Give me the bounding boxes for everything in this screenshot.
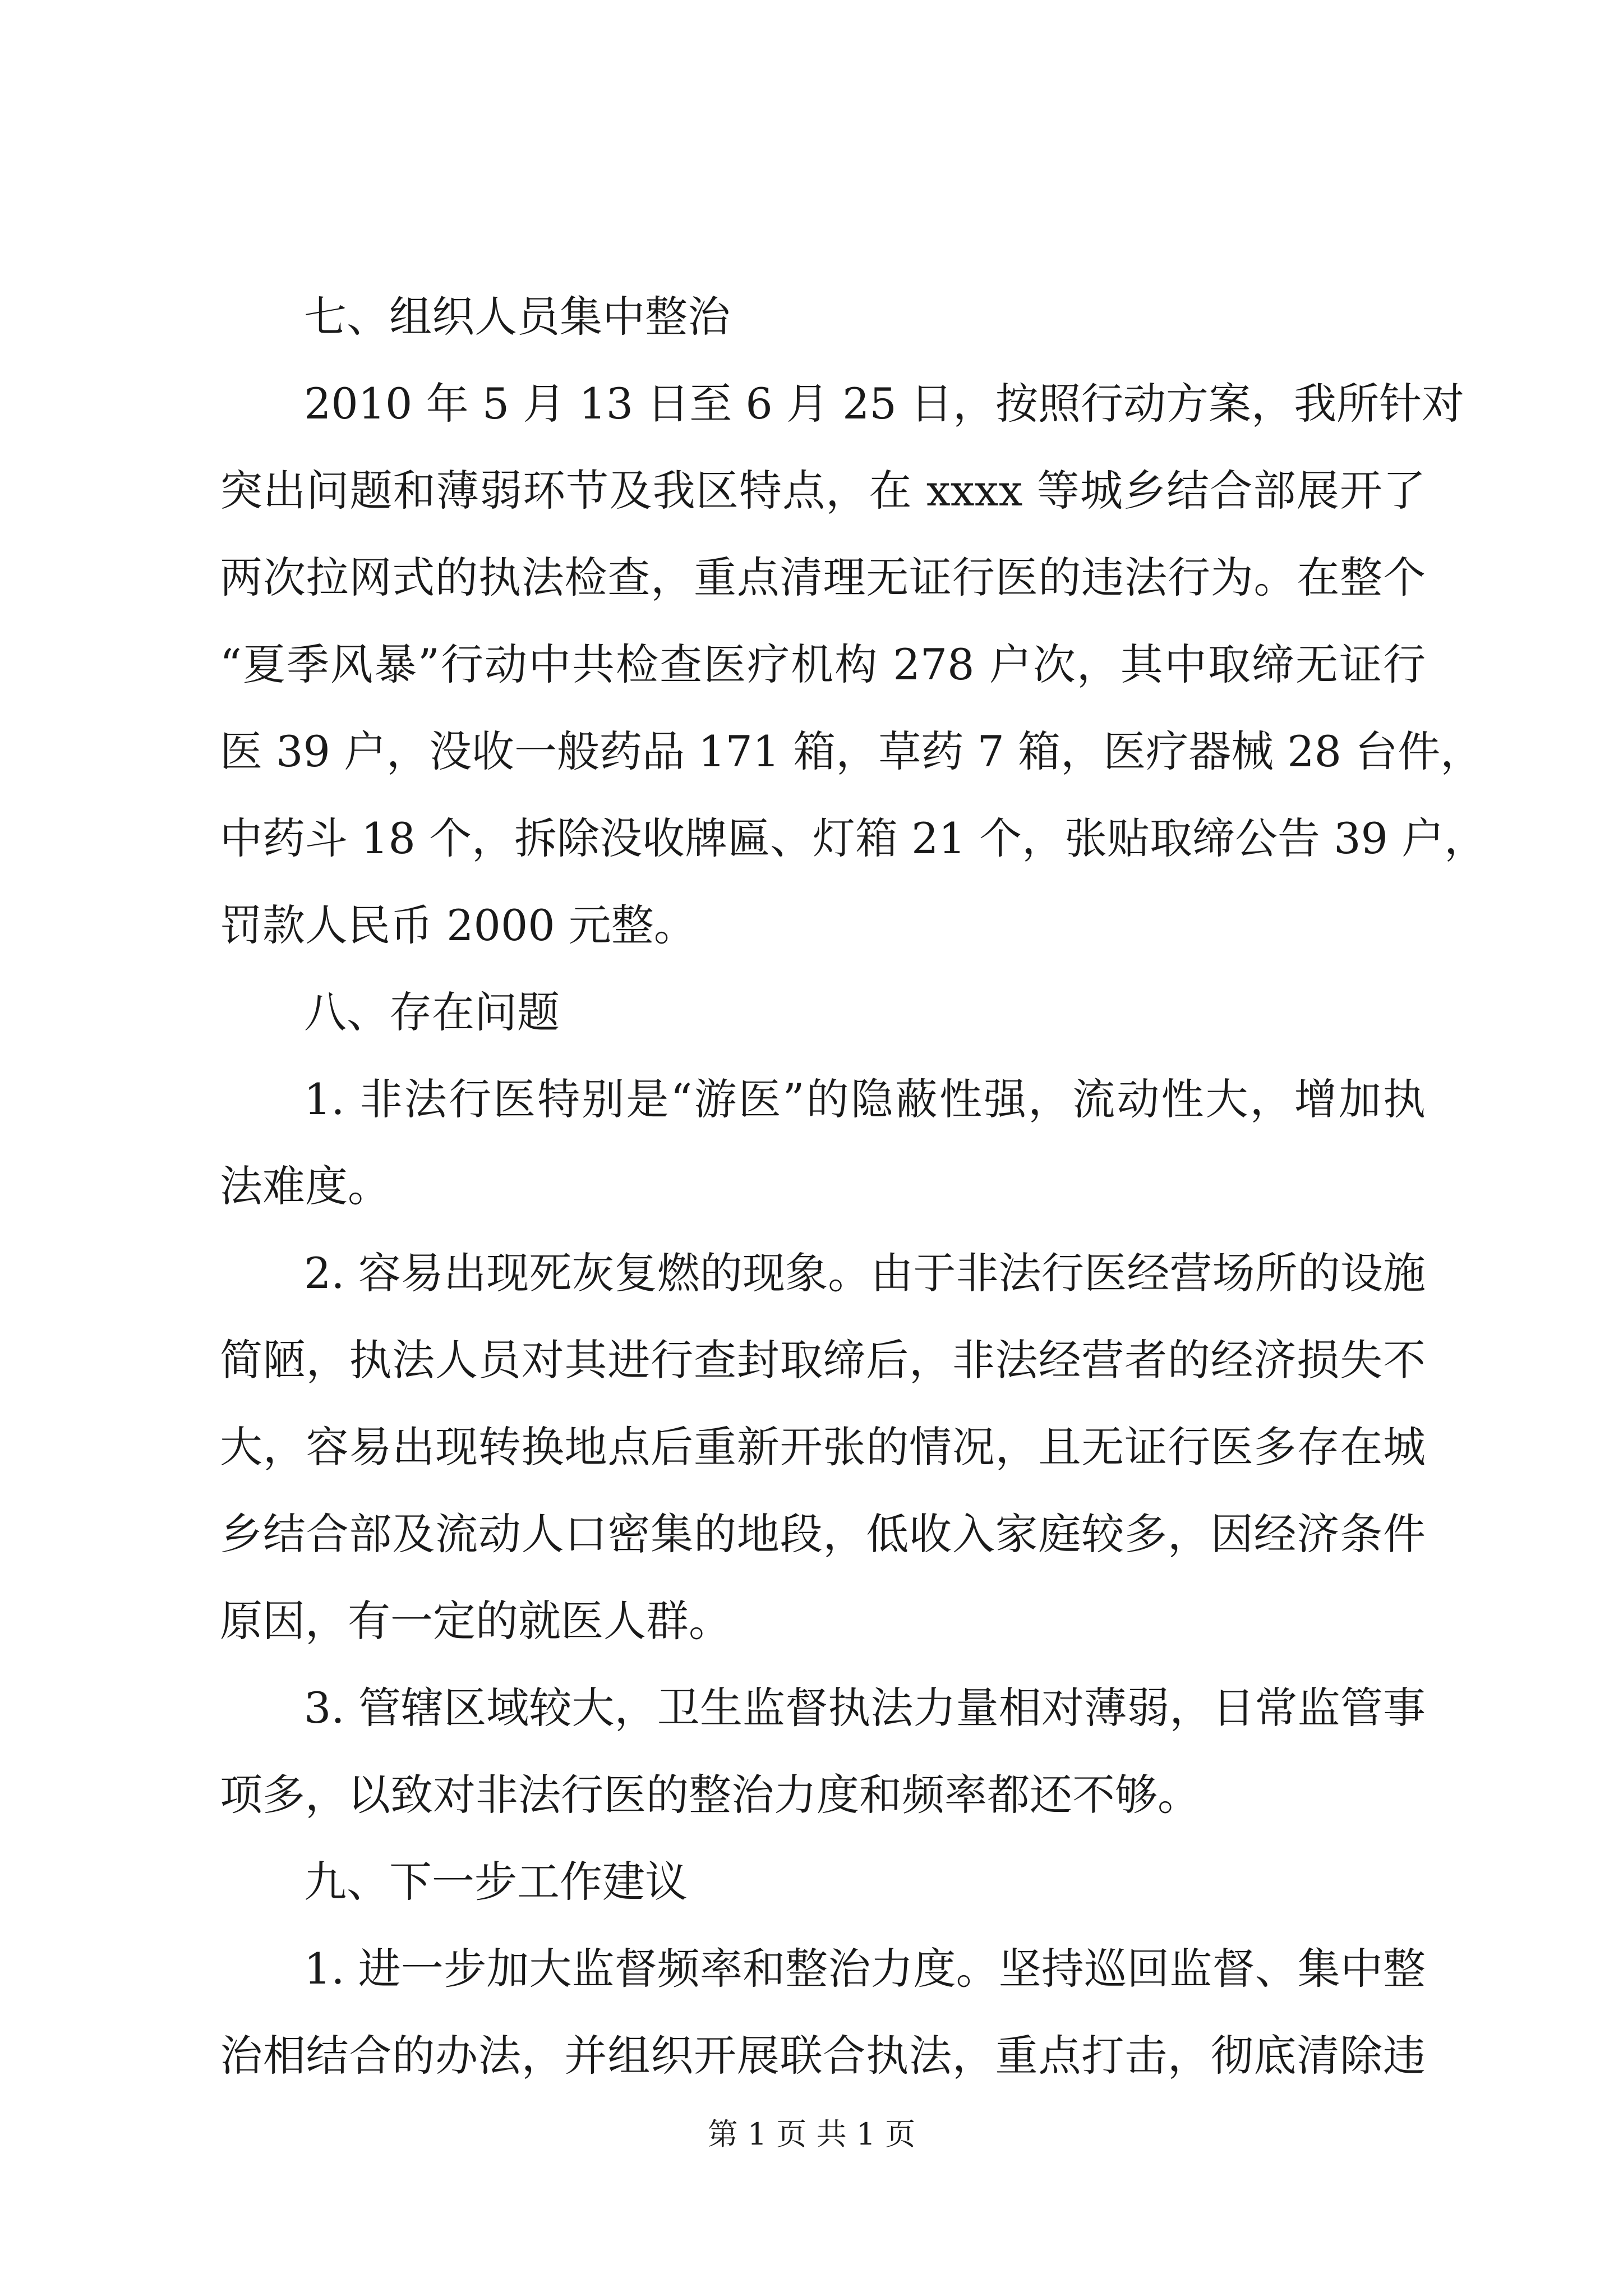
body-line: 简陋，执法人员对其进行查封取缔后，非法经营者的经济损失不 bbox=[220, 1335, 1426, 1385]
body-line: 两次拉网式的执法检查，重点清理无证行医的违法行为。在整个 bbox=[220, 553, 1426, 602]
body-line: 1. 进一步加大监督频率和整治力度。坚持巡回监督、集中整 bbox=[304, 1944, 1426, 1994]
body-line: 大，容易出现转换地点后重新开张的情况，且无证行医多存在城 bbox=[220, 1422, 1426, 1472]
body-line: 2. 容易出现死灰复燃的现象。由于非法行医经营场所的设施 bbox=[304, 1248, 1426, 1298]
heading-section-7: 七、组织人员集中整治 bbox=[304, 292, 730, 342]
heading-section-9: 九、下一步工作建议 bbox=[304, 1857, 688, 1907]
body-line: 2010 年 5 月 13 日至 6 月 25 日，按照行动方案，我所针对 bbox=[304, 379, 1464, 429]
page-number-footer: 第 1 页 共 1 页 bbox=[707, 2116, 916, 2152]
body-line: 治相结合的办法，并组织开展联合执法，重点打击，彻底清除违 bbox=[220, 2031, 1426, 2081]
body-line: 项多，以致对非法行医的整治力度和频率都还不够。 bbox=[220, 1770, 1200, 1820]
body-line: 罚款人民币 2000 元整。 bbox=[220, 900, 697, 950]
body-line: 原因，有一定的就医人群。 bbox=[220, 1596, 731, 1646]
body-line: 乡结合部及流动人口密集的地段，低收入家庭较多，因经济条件 bbox=[220, 1509, 1426, 1559]
body-line: 突出问题和薄弱环节及我区特点，在 xxxx 等城乡结合部展开了 bbox=[220, 466, 1426, 516]
body-line: 1. 非法行医特别是“游医”的隐蔽性强，流动性大，增加执 bbox=[304, 1074, 1426, 1124]
body-line: 医 39 户，没收一般药品 171 箱，草药 7 箱，医疗器械 28 台件， bbox=[220, 726, 1483, 776]
heading-section-8: 八、存在问题 bbox=[304, 987, 560, 1037]
body-line: 中药斗 18 个，拆除没收牌匾、灯箱 21 个，张贴取缔公告 39 户， bbox=[220, 813, 1487, 863]
body-line: “夏季风暴”行动中共检查医疗机构 278 户次，其中取缔无证行 bbox=[220, 639, 1426, 689]
body-line: 法难度。 bbox=[220, 1161, 390, 1211]
body-line: 3. 管辖区域较大，卫生监督执法力量相对薄弱，日常监管事 bbox=[304, 1683, 1426, 1733]
